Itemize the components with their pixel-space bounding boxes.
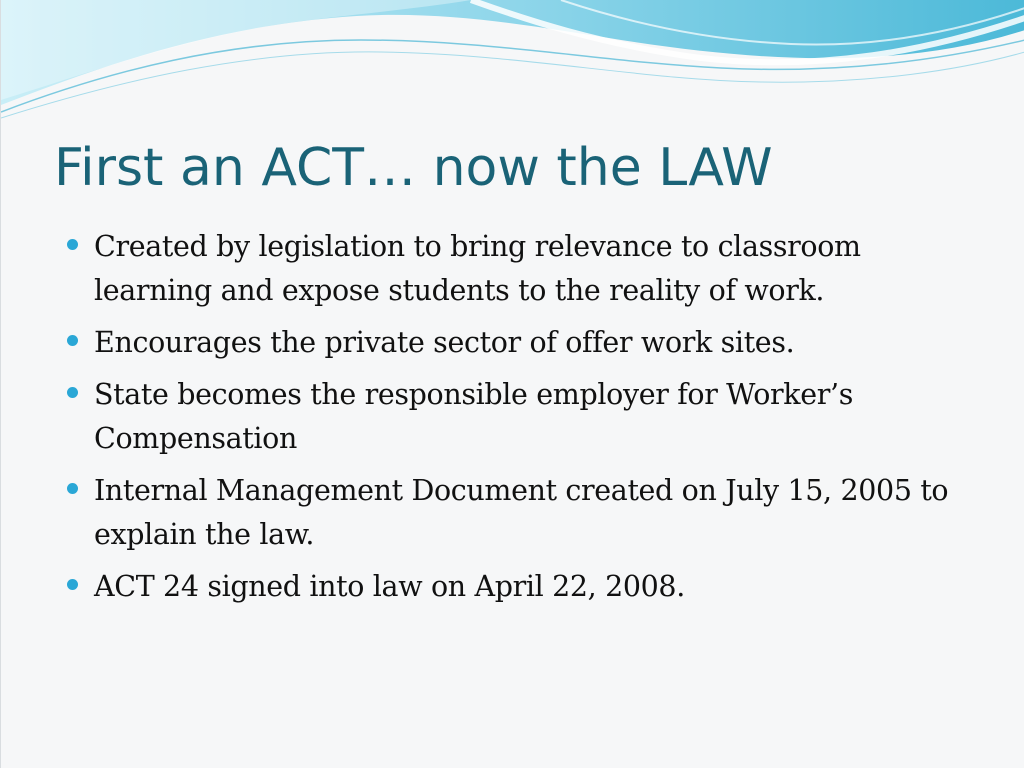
bullet-text: ACT 24 signed into law on April 22, 2008. <box>94 570 685 603</box>
bullet-text: Created by legislation to bring relevance to classroom learning and expose students to the reality of work. <box>94 230 861 307</box>
list-item <box>63 469 963 557</box>
bullet-text: Encourages the private sector of offer work sites. <box>94 326 795 359</box>
header-wave-decoration <box>1 0 1024 130</box>
bullet-list <box>63 225 963 617</box>
list-item <box>63 321 963 365</box>
list-item <box>63 373 963 461</box>
bullet-dot-icon <box>67 239 78 250</box>
list-item <box>63 225 963 313</box>
slide-title: First an ACT… now the LAW <box>54 138 773 198</box>
bullet-text: Internal Management Document created on July 15, 2005 to explain the law. <box>94 474 949 551</box>
bullet-text: State becomes the responsible employer for Worker’s Compensation <box>94 378 853 455</box>
bullet-dot-icon <box>67 483 78 494</box>
bullet-dot-icon <box>67 387 78 398</box>
list-item <box>63 565 963 609</box>
bullet-dot-icon <box>67 579 78 590</box>
bullet-dot-icon <box>67 335 78 346</box>
